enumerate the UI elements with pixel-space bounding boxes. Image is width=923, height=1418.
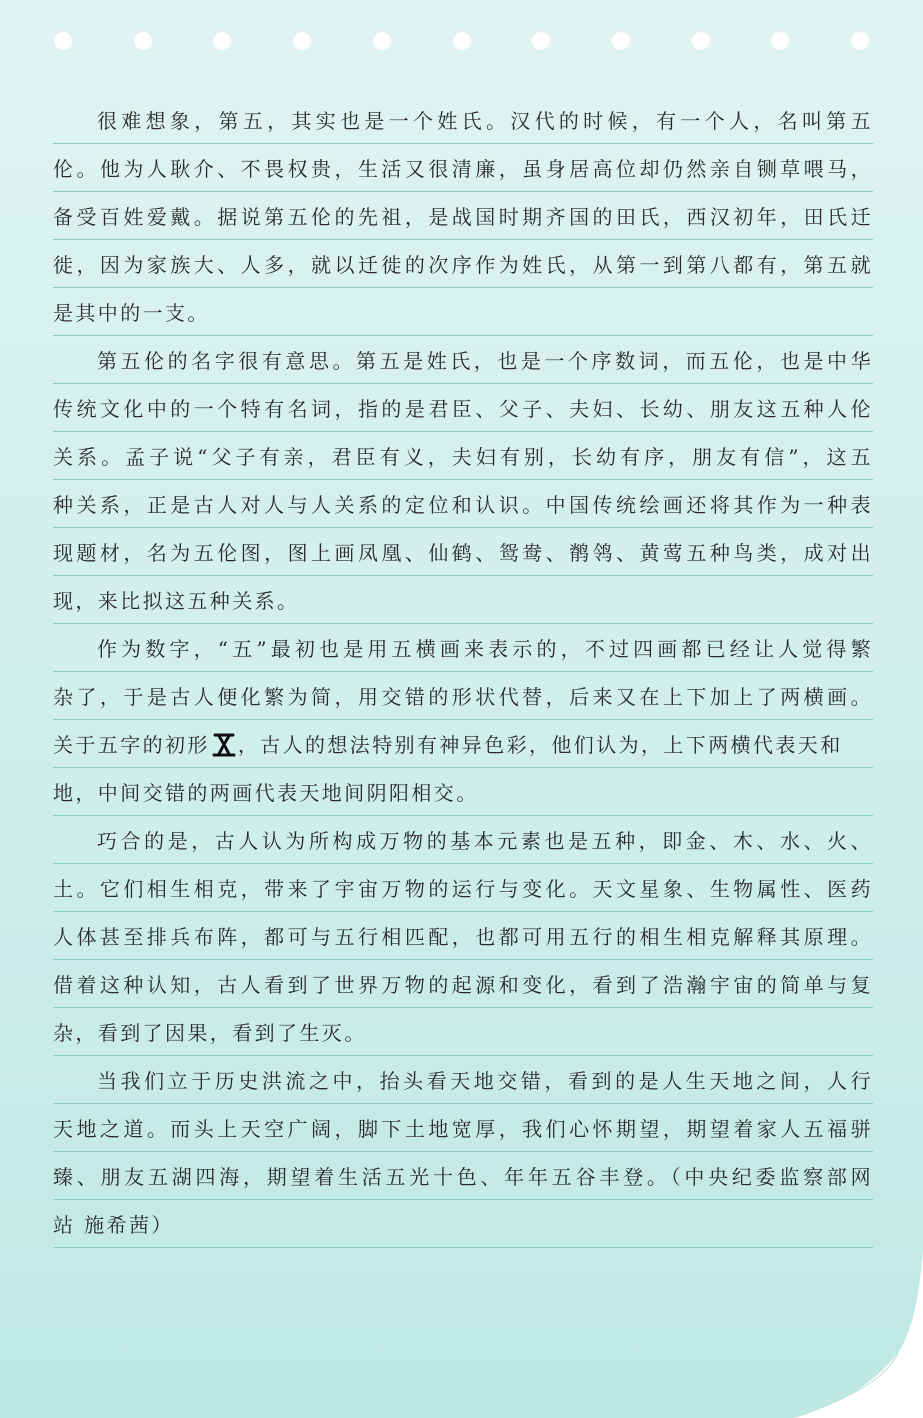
text-line: 地，中间交错的两画代表天地间阴阳相交。 bbox=[53, 768, 873, 816]
binder-hole bbox=[531, 30, 551, 50]
binder-hole bbox=[850, 30, 870, 50]
binder-holes bbox=[0, 30, 923, 52]
text-line: 借着这种认知，古人看到了世界万物的起源和变化，看到了浩瀚宇宙的简单与复 bbox=[53, 960, 873, 1008]
binder-hole bbox=[611, 30, 631, 50]
binder-hole bbox=[372, 30, 392, 50]
text-line: 杂，看到了因果，看到了生灭。 bbox=[53, 1008, 873, 1056]
text-line: 人体甚至排兵布阵，都可与五行相匹配，也都可用五行的相生相克解释其原理。 bbox=[53, 912, 873, 960]
binder-hole bbox=[292, 30, 312, 50]
text-line: 传统文化中的一个特有名词，指的是君臣、父子、夫妇、长幼、朋友这五种人伦 bbox=[53, 384, 873, 432]
text-line: 伦。他为人耿介、不畏权贵，生活又很清廉，虽身居高位却仍然亲自铡草喂马， bbox=[53, 144, 873, 192]
binder-hole bbox=[133, 30, 153, 50]
binder-hole bbox=[212, 30, 232, 50]
text-line: 徙，因为家族大、人多，就以迁徙的次序作为姓氏，从第一到第八都有，第五就 bbox=[53, 240, 873, 288]
text-line: 关系。孟子说“父子有亲，君臣有义，夫妇有别，长幼有序，朋友有信”，这五 bbox=[53, 432, 873, 480]
text-line bbox=[53, 720, 873, 768]
text-segment: ，古人的想法特别有神异色彩，他们认为，上下两横代表天和 bbox=[237, 733, 843, 757]
text-line: 土。它们相生相克，带来了宇宙万物的运行与变化。天文星象、生物属性、医药 bbox=[53, 864, 873, 912]
text-line: 备受百姓爱戴。据说第五伦的先祖，是战国时期齐国的田氏，西汉初年，田氏迁 bbox=[53, 192, 873, 240]
page-curl-corner bbox=[723, 1248, 923, 1418]
binder-hole bbox=[691, 30, 711, 50]
text-line: 是其中的一支。 bbox=[53, 288, 873, 336]
text-segment: 关于五字的初形 bbox=[53, 733, 210, 757]
text-line: 现，来比拟这五种关系。 bbox=[53, 576, 873, 624]
ancient-five-glyph-icon bbox=[212, 732, 236, 758]
binder-hole bbox=[770, 30, 790, 50]
text-line: 第五伦的名字很有意思。第五是姓氏，也是一个序数词，而五伦，也是中华 bbox=[53, 336, 873, 384]
text-line: 巧合的是，古人认为所构成万物的基本元素也是五种，即金、木、水、火、 bbox=[53, 816, 873, 864]
binder-hole bbox=[452, 30, 472, 50]
text-line: 当我们立于历史洪流之中，抬头看天地交错，看到的是人生天地之间，人行 bbox=[53, 1056, 873, 1104]
text-line: 站 施希茜） bbox=[53, 1200, 873, 1248]
text-line: 现题材，名为五伦图，图上画凤凰、仙鹤、鸳鸯、鹡鸰、黄莺五种鸟类，成对出 bbox=[53, 528, 873, 576]
binder-hole bbox=[53, 30, 73, 50]
text-line: 作为数字，“五”最初也是用五横画来表示的，不过四画都已经让人觉得繁 bbox=[53, 624, 873, 672]
text-line: 天地之道。而头上天空广阔，脚下土地宽厚，我们心怀期望，期望着家人五福骈 bbox=[53, 1104, 873, 1152]
text-line: 很难想象，第五，其实也是一个姓氏。汉代的时候，有一个人，名叫第五 bbox=[53, 96, 873, 144]
text-line: 种关系，正是古人对人与人关系的定位和认识。中国传统绘画还将其作为一种表 bbox=[53, 480, 873, 528]
text-line: 杂了，于是古人便化繁为简，用交错的形状代替，后来又在上下加上了两横画。 bbox=[53, 672, 873, 720]
text-line: 臻、朋友五湖四海，期望着生活五光十色、年年五谷丰登。（中央纪委监察部网 bbox=[53, 1152, 873, 1200]
article-body bbox=[53, 96, 873, 1248]
